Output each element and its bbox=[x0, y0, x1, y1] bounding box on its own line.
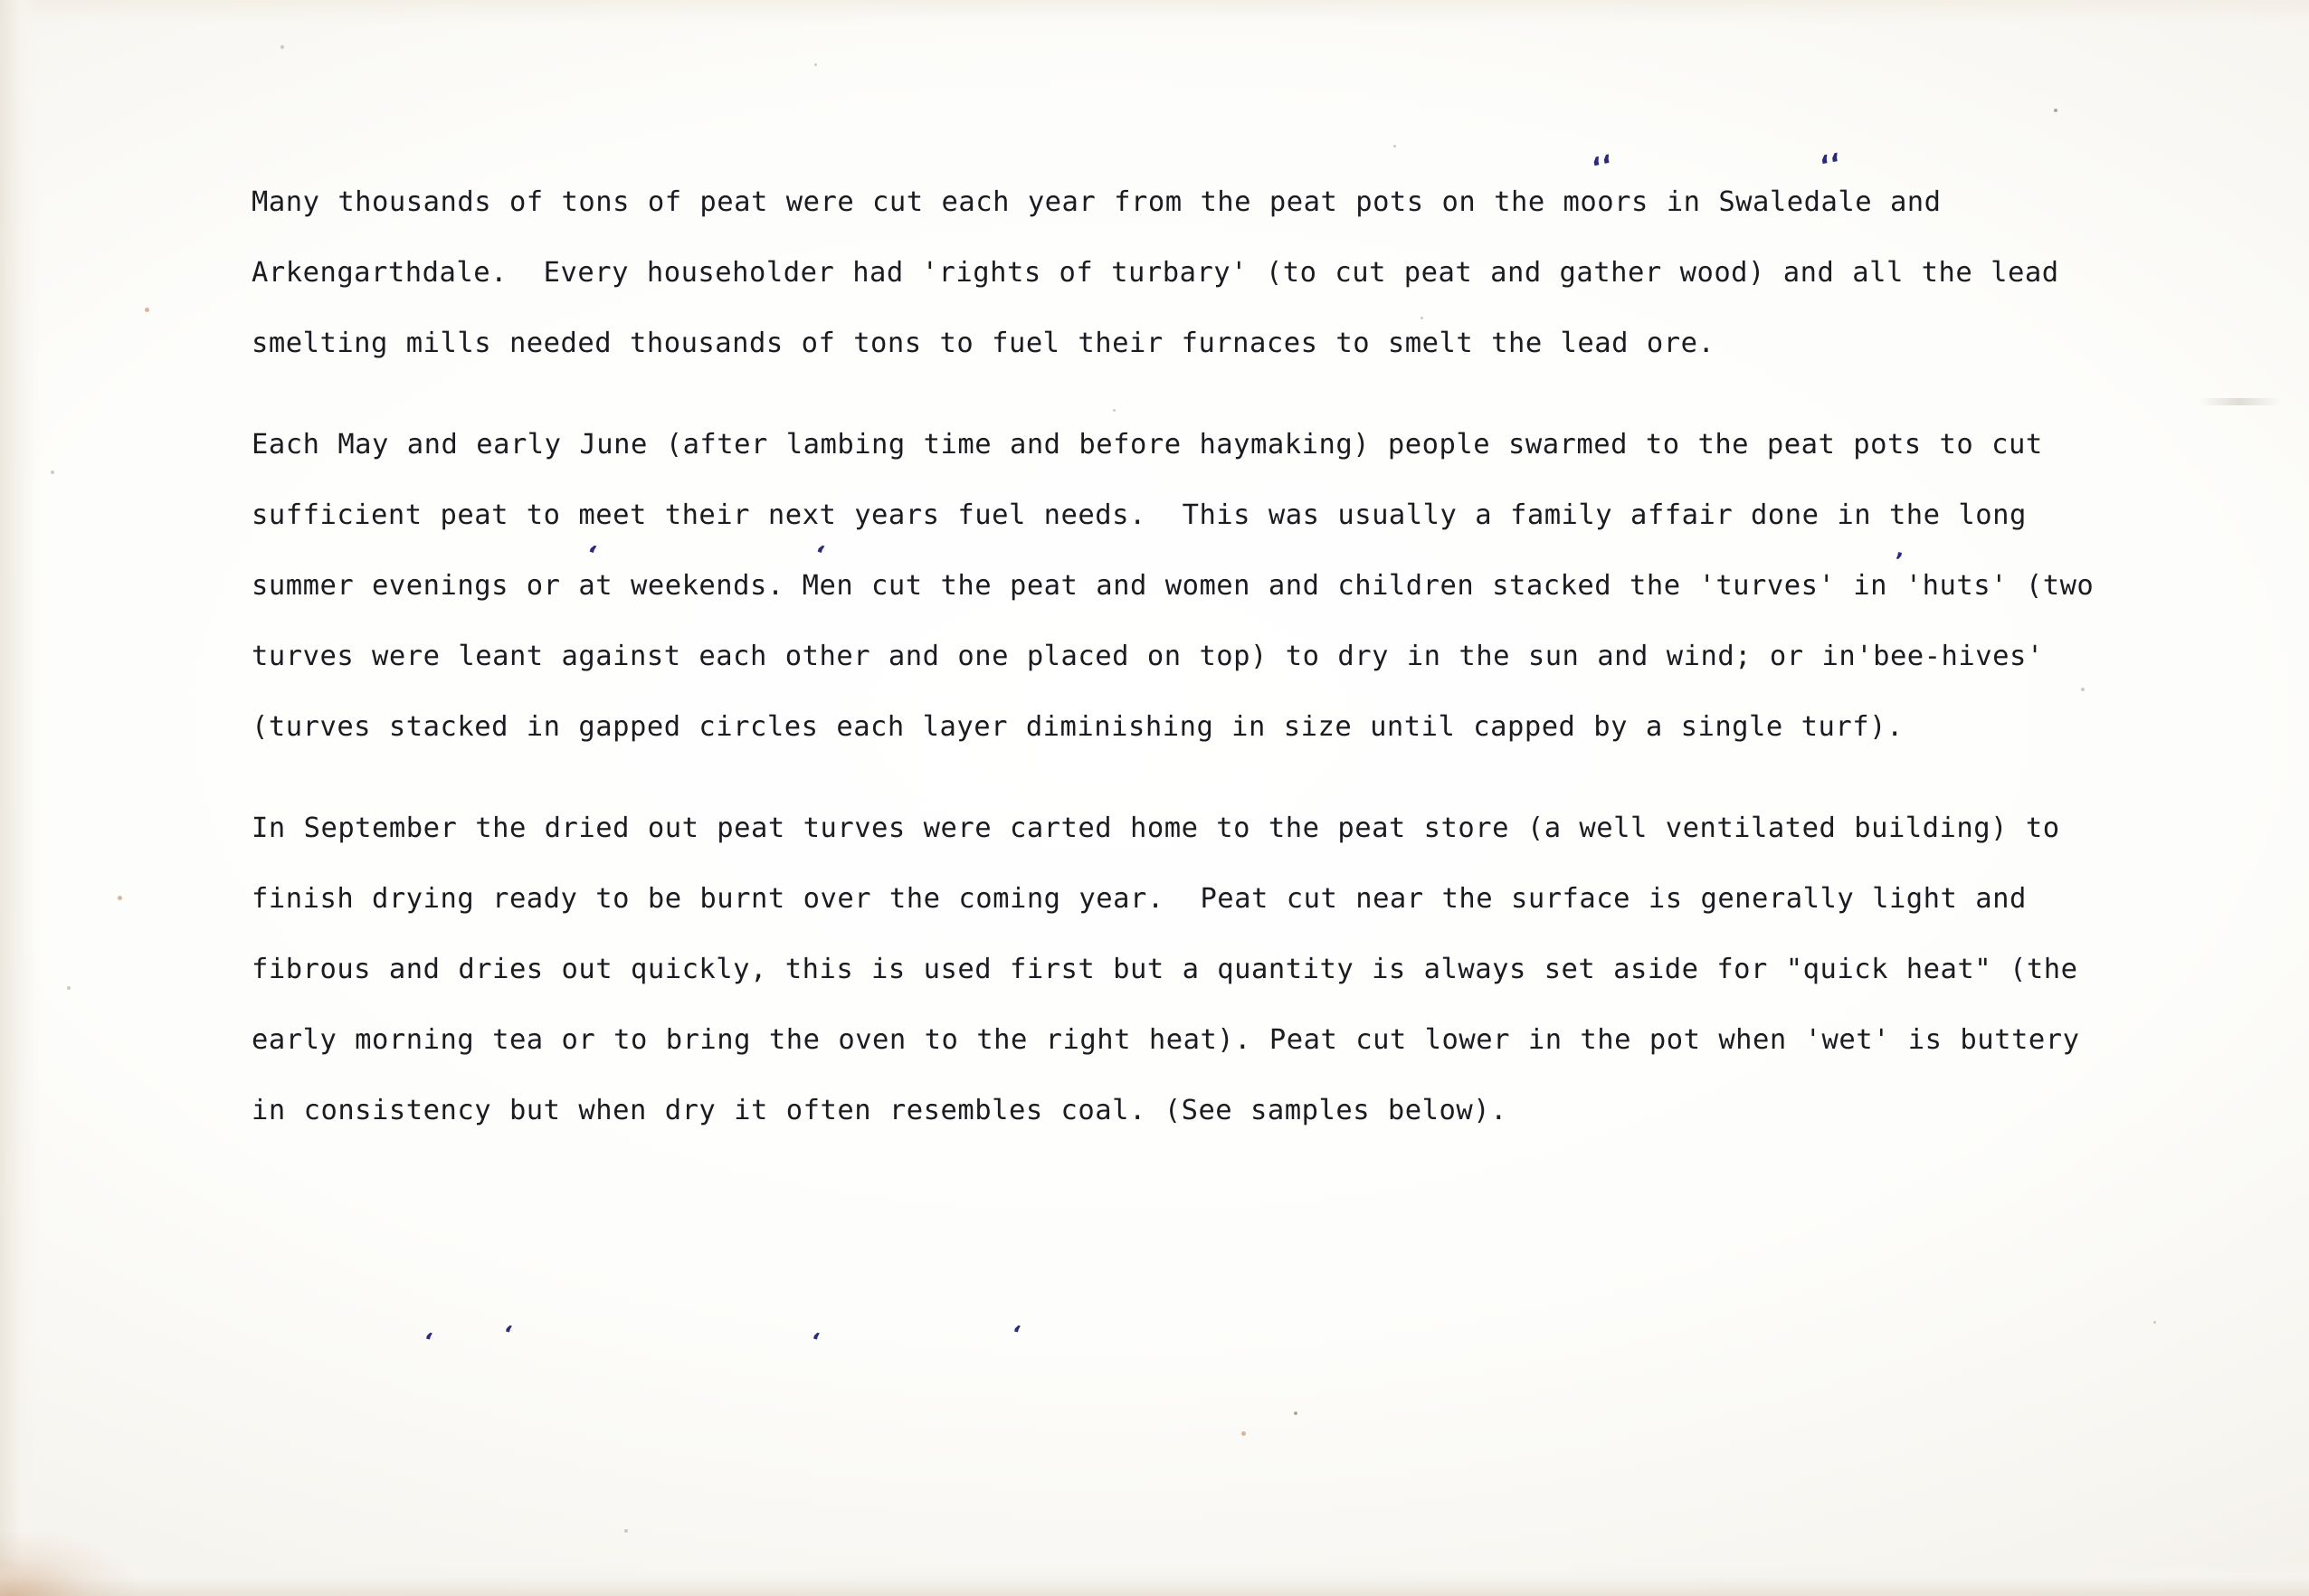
paper-speck bbox=[2054, 109, 2057, 112]
paragraph-2: Each May and early June (after lambing time and before haymaking) people swarmed to the peat pots to cut sufficient peat to meet their next years fuel needs. This was usually a family affair done in the long summer evenings or at weekends. Men cut the peat and women and children stacked the 'turves' in 'huts' (two turves were leant against each other and one placed on top) to dry in the sun and wind; or in'bee-hives' (turves stacked in gapped circles each layer diminishing in size until capped by a single turf). bbox=[252, 429, 2113, 743]
paper-speck bbox=[145, 308, 149, 312]
paper-stain bbox=[0, 1533, 136, 1596]
paper-speck bbox=[51, 470, 54, 474]
quote-tick-1: ‘‘ bbox=[1589, 149, 1617, 185]
paper-speck bbox=[814, 63, 817, 66]
scan-edge-top bbox=[0, 0, 2309, 24]
apostrophe-tick-9: ‘ bbox=[1008, 1320, 1023, 1347]
apostrophe-tick-8: ‘ bbox=[807, 1327, 822, 1354]
scan-edge-left bbox=[0, 0, 40, 1596]
apostrophe-tick-7: ‘ bbox=[499, 1320, 515, 1347]
paper-speck bbox=[118, 896, 122, 900]
paper-speck bbox=[624, 1529, 628, 1533]
paper-speck bbox=[1241, 1431, 1246, 1436]
scan-edge-bottom bbox=[0, 1563, 2309, 1596]
paper-speck bbox=[2153, 1321, 2156, 1324]
paragraph-3: In September the dried out peat turves were carted home to the peat store (a well ventilated building) to finish drying ready to be burnt over the coming year. Peat cut near the surface is generally light and fibrous and dries out quickly, this is used first but a quantity is always set aside for "quick heat" (the early morning tea or to bring the oven to the right heat). Peat cut lower in the pot when 'wet' is buttery in consistency but when dry it often resembles coal. (See samples below). bbox=[252, 812, 2098, 1126]
apostrophe-tick-5: ’ bbox=[1893, 547, 1905, 575]
apostrophe-tick-4: ‘ bbox=[810, 540, 828, 569]
paper-speck bbox=[1294, 1411, 1297, 1415]
apostrophe-tick-6: ‘ bbox=[420, 1327, 435, 1354]
paragraph-1: Many thousands of tons of peat were cut each year from the peat pots on the moors in Swaledale and Arkengarthdale. Every householder had 'rights of turbary' (to cut peat and gather wood) and all the lead smelting mills needed thousands of tons to fuel their furnaces to smelt the lead ore. bbox=[252, 186, 2077, 359]
document-text bbox=[252, 167, 2115, 1146]
scan-artifact-mark bbox=[2199, 398, 2280, 405]
apostrophe-tick-3: ‘ bbox=[582, 540, 600, 569]
paper-speck bbox=[67, 986, 71, 990]
paper-speck bbox=[1393, 145, 1396, 147]
quote-tick-2: ‘‘ bbox=[1818, 147, 1844, 183]
paper-speck bbox=[280, 45, 284, 49]
